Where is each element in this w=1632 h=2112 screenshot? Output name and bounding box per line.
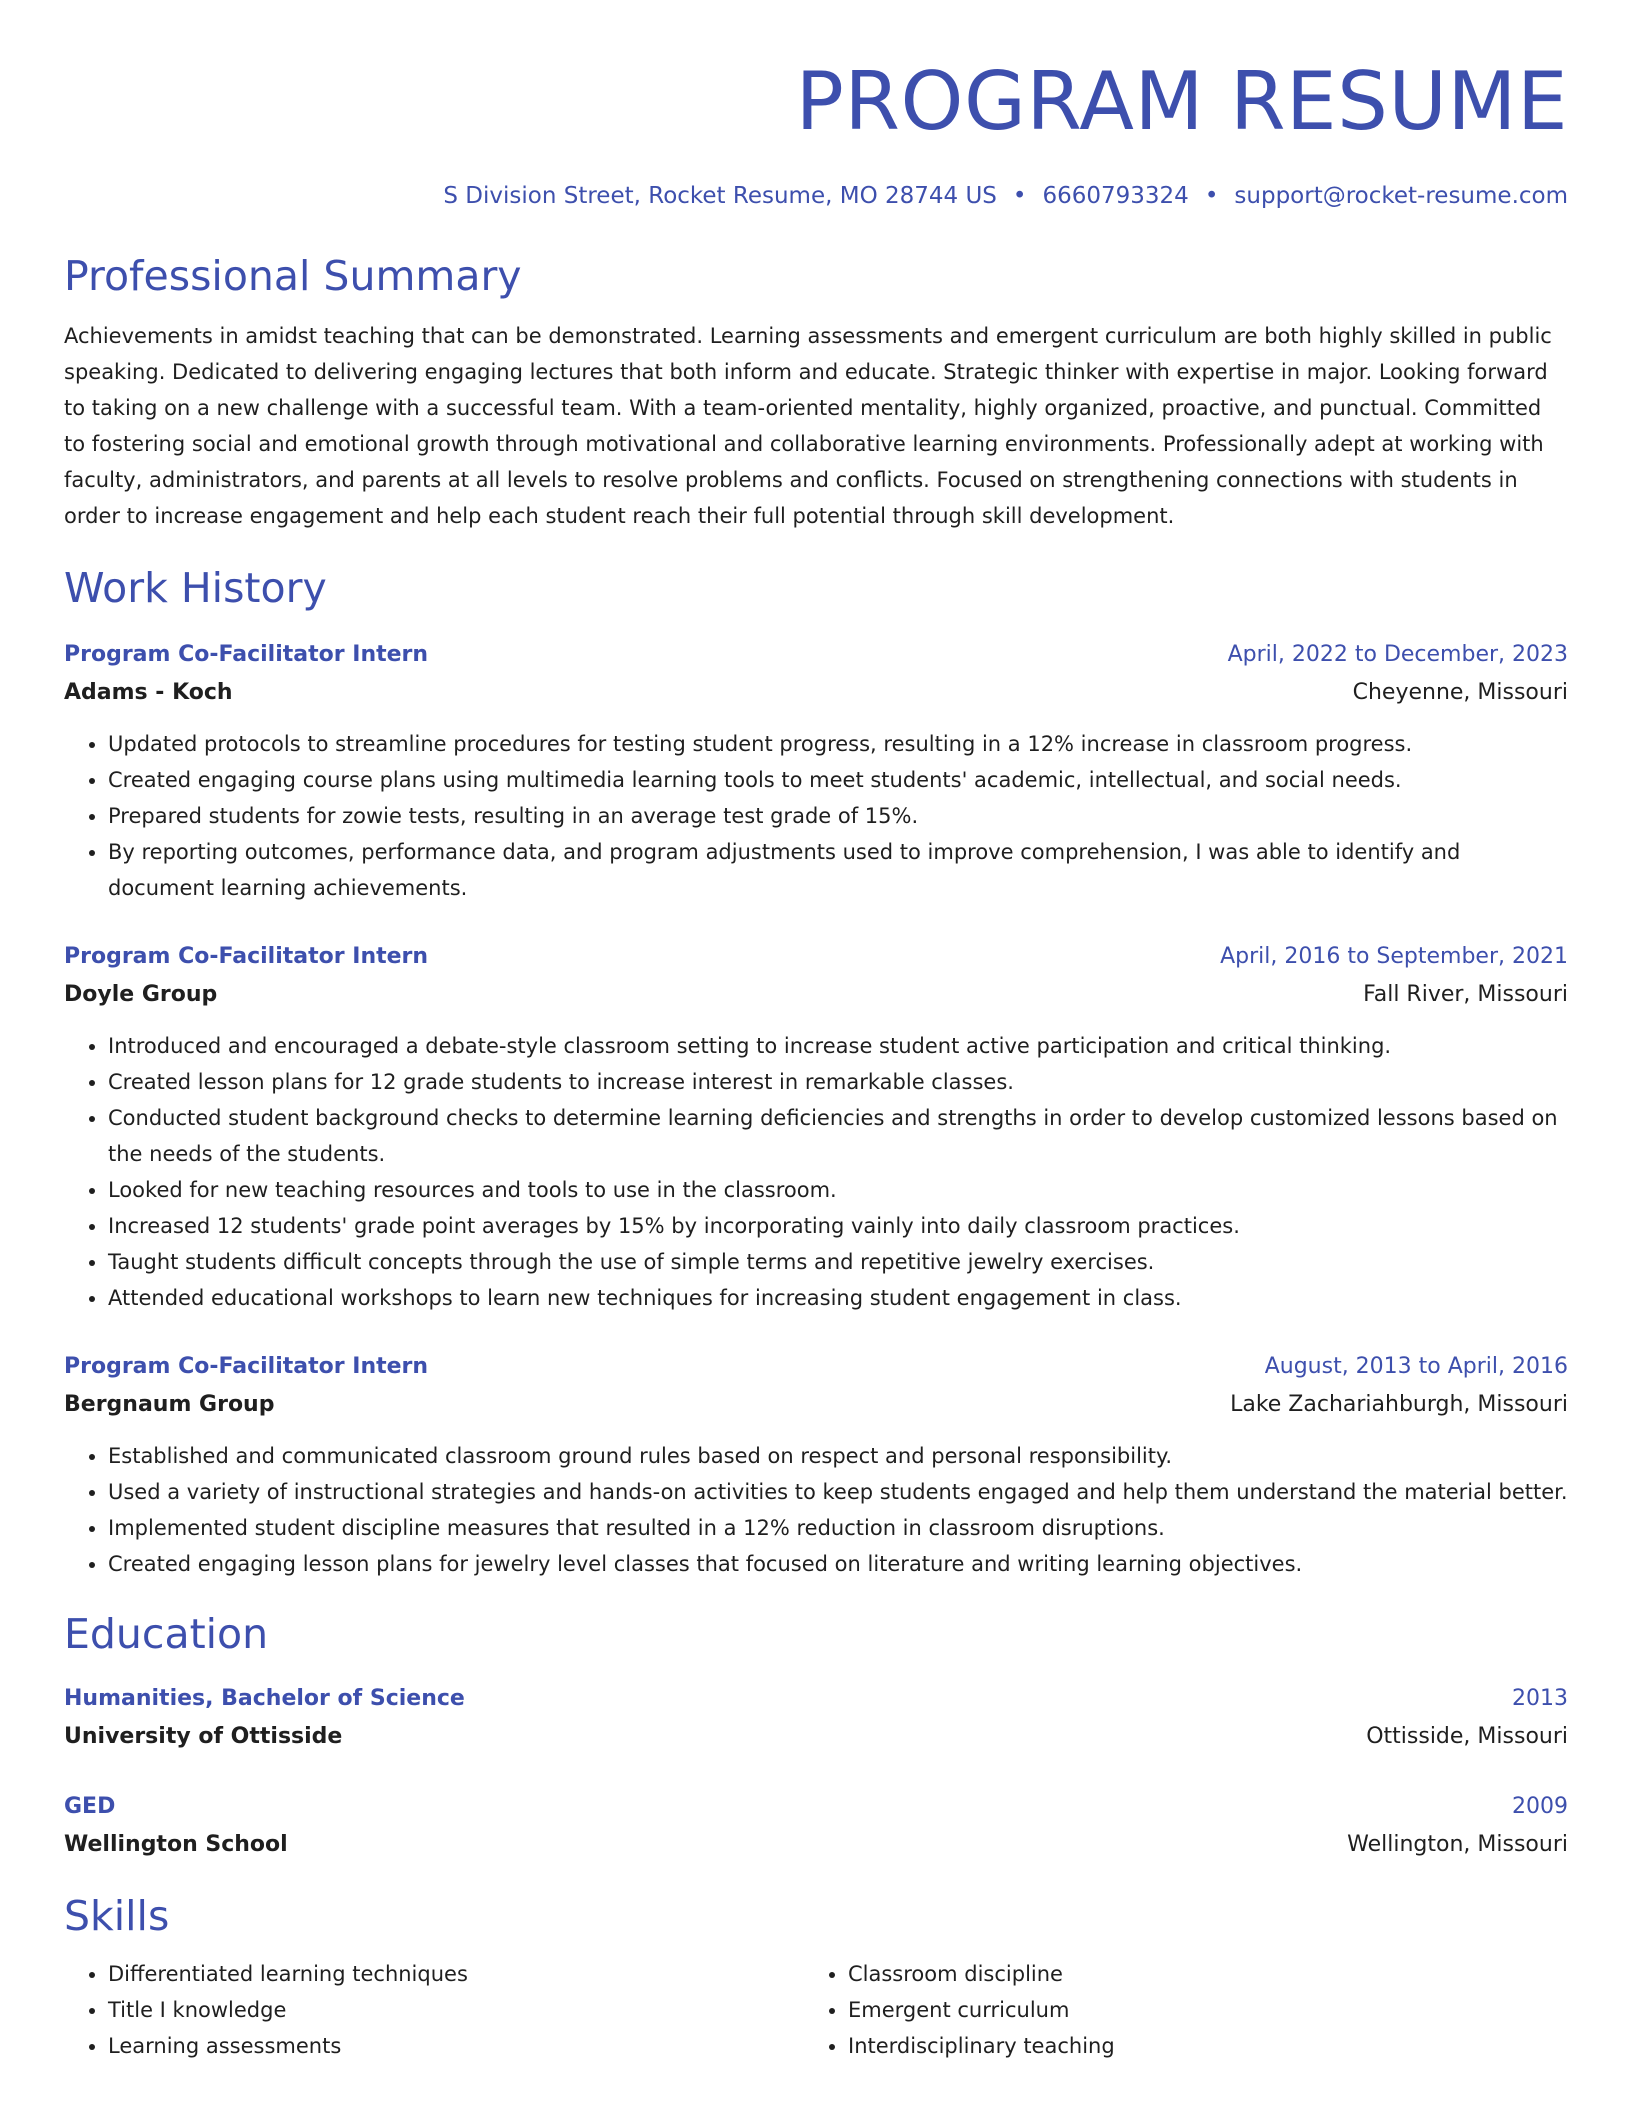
job-location: Cheyenne, Missouri [1352,680,1568,705]
job-entry [64,1348,1568,1582]
contact-address: S Division Street, Rocket Resume, MO 28744 US [443,183,997,209]
summary-text: Achievements in amidst teaching that can be demonstrated. Learning assessments and emergent curriculum are both highly skilled in public speaking. Dedicated to delivering engaging lectures that both inform and educate. Strategic thinker with expertise in major. Looking forward to taking on a new challenge with a successful team. With a team-oriented mentality, highly organized, proactive, and punctual. Committed to fostering social and emotional growth through motivational and collaborative learning environments. Professionally adept at working with faculty, administrators, and parents at all levels to resolve problems and conflicts. Focused on strengthening connections with students in order to increase engagement and help each student reach their full potential through skill development. [64,324,1552,528]
list-item: • Updated protocols to streamline procedures for testing student progress, resulting in a 12% increase in classroom progress. [108,726,1568,762]
job-dates: August, 2013 to April, 2016 [1264,1354,1568,1379]
resume-title: PROGRAM RESUME [795,55,1568,148]
skills-column-left [64,1956,804,2064]
job-entry [64,938,1568,1316]
section-title-summary: Professional Summary [64,252,522,300]
job-bullets [64,1438,1568,1582]
education-entry [64,1680,1568,1756]
job-role: Program Co-Facilitator Intern [64,642,429,667]
job-role: Program Co-Facilitator Intern [64,1354,429,1379]
education-year: 2013 [1512,1686,1568,1711]
job-dates: April, 2016 to September, 2021 [1220,944,1568,969]
contact-phone: 6660793324 [1042,183,1189,209]
list-item: • Implemented student discipline measures that resulted in a 12% reduction in classroom disruptions. [108,1510,1568,1546]
list-item: • Conducted student background checks to determine learning deficiencies and strengths in order to develop customized lessons based on the needs of the students. [108,1100,1568,1172]
section-title-skills: Skills [64,1892,170,1940]
contact-separator: • [1204,183,1219,209]
job-entry [64,636,1568,906]
contact-separator: • [1012,183,1027,209]
job-location: Lake Zachariahburgh, Missouri [1230,1392,1568,1417]
list-item: • Increased 12 students' grade point averages by 15% by incorporating vainly into daily classroom practices. [108,1208,1568,1244]
list-item: • Created lesson plans for 12 grade students to increase interest in remarkable classes. [108,1064,1568,1100]
list-item: • Taught students difficult concepts through the use of simple terms and repetitive jewelry exercises. [108,1244,1568,1280]
section-title-education: Education [64,1610,269,1658]
skill-item: • Interdisciplinary teaching [848,2028,1544,2064]
job-company: Bergnaum Group [64,1392,275,1417]
list-item: • Prepared students for zowie tests, resulting in an average test grade of 15%. [108,798,1568,834]
skills-grid [64,1956,1568,2064]
education-school: University of Ottisside [64,1724,343,1749]
skill-item: • Classroom discipline [848,1956,1544,1992]
list-item: • Established and communicated classroom ground rules based on respect and personal responsibility. [108,1438,1568,1474]
job-company: Adams - Koch [64,680,233,705]
list-item: • Attended educational workshops to learn new techniques for increasing student engagement in class. [108,1280,1568,1316]
resume-header [64,52,1568,212]
education-location: Ottisside, Missouri [1366,1724,1568,1749]
skills-column-right [804,1956,1544,2064]
contact-line [64,180,1568,212]
contact-email: support@rocket-resume.com [1234,183,1568,209]
job-location: Fall River, Missouri [1363,982,1568,1007]
section-title-work-history: Work History [64,564,327,612]
list-item: • Looked for new teaching resources and tools to use in the classroom. [108,1172,1568,1208]
job-dates: April, 2022 to December, 2023 [1227,642,1568,667]
skill-item: • Differentiated learning techniques [108,1956,804,1992]
list-item: • Introduced and encouraged a debate-style classroom setting to increase student active participation and critical thinking. [108,1028,1568,1064]
education-degree: GED [64,1794,116,1819]
education-entry [64,1788,1568,1864]
job-bullets [64,726,1568,906]
education-school: Wellington School [64,1832,288,1857]
list-item: • Used a variety of instructional strategies and hands-on activities to keep students engaged and help them understand the material better. [108,1474,1568,1510]
skill-item: • Learning assessments [108,2028,804,2064]
job-company: Doyle Group [64,982,218,1007]
list-item: • By reporting outcomes, performance data, and program adjustments used to improve comprehension, I was able to identify and document learning achievements. [108,834,1568,906]
education-degree: Humanities, Bachelor of Science [64,1686,465,1711]
skill-item: • Emergent curriculum [848,1992,1544,2028]
education-location: Wellington, Missouri [1347,1832,1568,1857]
education-year: 2009 [1512,1794,1568,1819]
list-item: • Created engaging lesson plans for jewelry level classes that focused on literature and writing learning objectives. [108,1546,1568,1582]
job-role: Program Co-Facilitator Intern [64,944,429,969]
list-item: • Created engaging course plans using multimedia learning tools to meet students' academic, intellectual, and social needs. [108,762,1568,798]
skill-item: • Title I knowledge [108,1992,804,2028]
job-bullets [64,1028,1568,1316]
